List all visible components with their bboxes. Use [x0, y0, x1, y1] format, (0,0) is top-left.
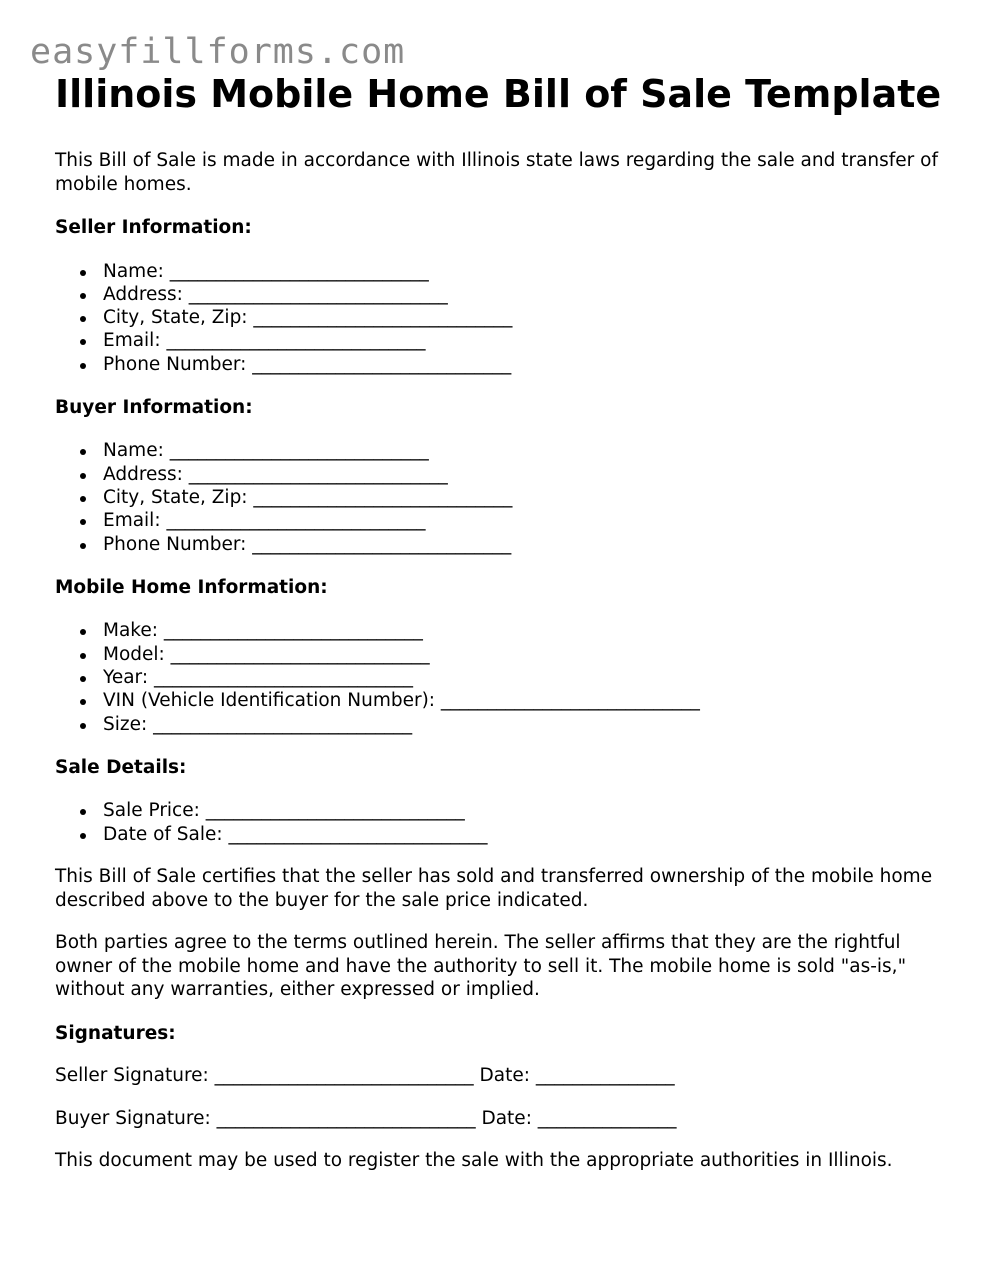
buyer-name-field: Name: ____________________________ — [103, 439, 955, 462]
sale-details-list — [55, 799, 955, 846]
home-model-field: Model: ____________________________ — [103, 643, 955, 666]
closing-paragraph: This document may be used to register the sale with the appropriate authorities in Illinois. — [55, 1150, 893, 1172]
seller-name-field: Name: ____________________________ — [103, 260, 955, 283]
seller-heading: Seller Information: — [55, 217, 252, 238]
buyer-city-state-zip-field: City, State, Zip: ____________________________ — [103, 486, 955, 509]
home-vin-field: VIN (Vehicle Identification Number): ____________________________ — [103, 689, 955, 712]
seller-phone-field: Phone Number: ____________________________ — [103, 353, 955, 376]
home-year-field: Year: ____________________________ — [103, 666, 955, 689]
agreement-paragraph: Both parties agree to the terms outlined herein. The seller affirms that they are the rightful owner of the mobile home and have the authority to sell it. The mobile home is sold "as-is," without any warranties, either expressed or implied. — [55, 932, 907, 1001]
sale-price-field: Sale Price: ____________________________ — [103, 799, 955, 822]
buyer-list — [55, 439, 955, 555]
mobile-home-list — [55, 619, 955, 735]
home-size-field: Size: ____________________________ — [103, 713, 955, 736]
certify-paragraph: This Bill of Sale certifies that the seller has sold and transferred ownership of the mobile home described above to the buyer for the sale price indicated. — [55, 866, 933, 911]
buyer-phone-field: Phone Number: ____________________________ — [103, 533, 955, 556]
seller-email-field: Email: ____________________________ — [103, 329, 955, 352]
sale-details-heading: Sale Details: — [55, 756, 187, 778]
mobile-home-heading: Mobile Home Information: — [55, 576, 328, 598]
buyer-heading: Buyer Information: — [55, 396, 253, 418]
document-body — [55, 71, 955, 1173]
seller-city-state-zip-field: City, State, Zip: ____________________________ — [103, 306, 955, 329]
buyer-signature-line: Buyer Signature: ____________________________ Date: _______________ — [55, 1107, 677, 1129]
seller-signature-line: Seller Signature: ____________________________ Date: _______________ — [55, 1065, 675, 1087]
buyer-email-field: Email: ____________________________ — [103, 509, 955, 532]
intro-paragraph: This Bill of Sale is made in accordance with Illinois state laws regarding the sale and transfer of mobile homes. — [55, 150, 938, 195]
page-title: Illinois Mobile Home Bill of Sale Template — [55, 72, 942, 116]
buyer-address-field: Address: ____________________________ — [103, 463, 955, 486]
seller-list — [55, 260, 955, 376]
signatures-heading: Signatures: — [55, 1022, 176, 1044]
home-make-field: Make: ____________________________ — [103, 619, 955, 642]
watermark-logo: easyfillforms.com — [30, 32, 406, 72]
sale-date-field: Date of Sale: ____________________________ — [103, 823, 955, 846]
seller-address-field: Address: ____________________________ — [103, 283, 955, 306]
